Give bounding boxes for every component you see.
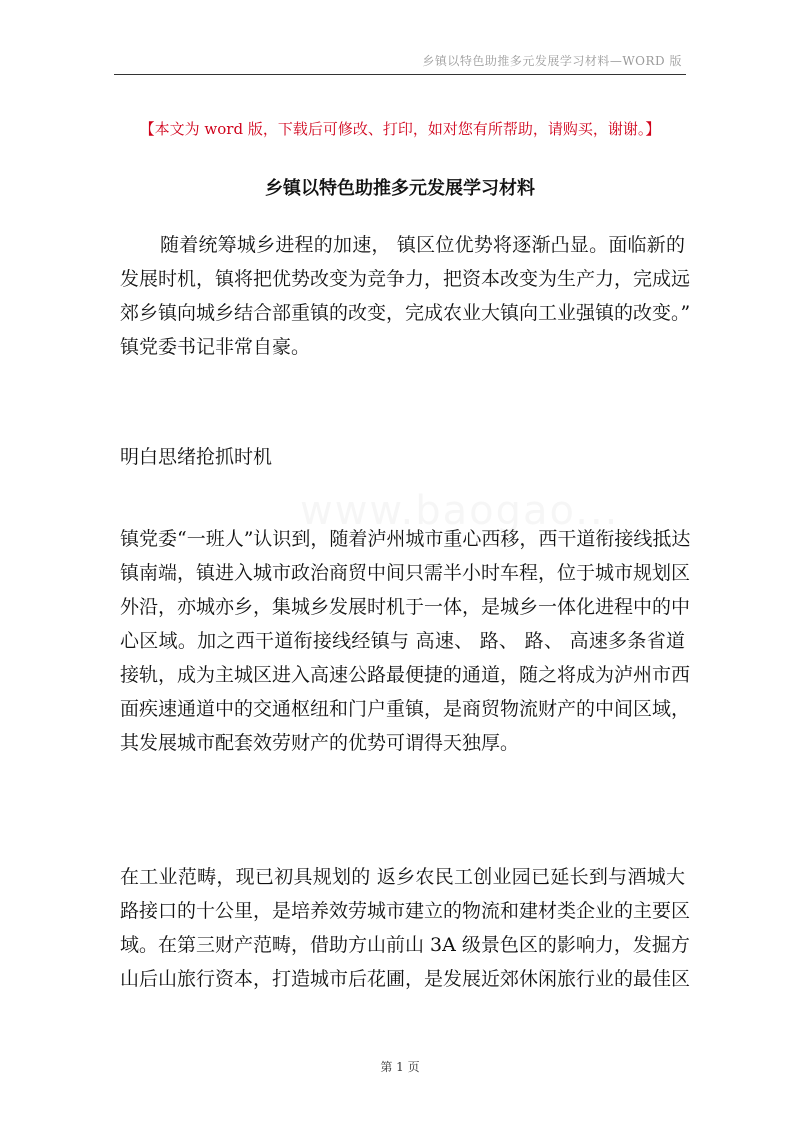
document-title: 乡镇以特色助推多元发展学习材料 (265, 178, 535, 199)
paragraph-2-line: 镇南端，镇进入城市政治商贸中间只需半小时车程，位于城市规划区 (120, 562, 691, 584)
paragraph-1-line: 随着统筹城乡进程的加速， 镇区位优势将逐渐凸显。面临新的 (160, 234, 685, 256)
paragraph-2-line: 心区域。加之西干道衔接线经镇与 高速、 路、 路、 高速多条省道 (120, 630, 685, 652)
paragraph-3-line: 域。在第三财产范畴，借助方山前山 3A 级景色区的影响力，发掘方 (120, 934, 690, 956)
running-header: 乡镇以特色助推多元发展学习材料—WORD 版 (422, 54, 682, 68)
paragraph-2-line: 外沿，亦城亦乡，集城乡发展时机于一体，是城乡一体化进程中的中 (120, 596, 691, 618)
download-notice: 【本文为 word 版，下载后可修改、打印，如对您有所帮助，请购买，谢谢。】 (139, 120, 661, 138)
paragraph-3-line: 山后山旅行资本，打造城市后花圃，是发展近郊休闲旅行业的最佳区 (120, 968, 691, 990)
header-divider (114, 74, 686, 75)
paragraph-2-line: 其发展城市配套效劳财产的优势可谓得天独厚。 (120, 732, 520, 754)
paragraph-2 (120, 522, 691, 760)
paragraph-2-line: 接轨，成为主城区进入高速公路最便捷的通道，随之将成为泸州市西 (120, 664, 691, 686)
paragraph-1 (120, 228, 691, 364)
paragraph-1-line: 发展时机，镇将把优势改变为竞争力，把资本改变为生产力，完成远 (120, 268, 691, 290)
paragraph-1-line: 郊乡镇向城乡结合部重镇的改变，完成农业大镇向工业强镇的改变。” (120, 302, 691, 324)
section-heading-text: 明白思绪抢抓时机 (120, 446, 273, 468)
page-number: 第 1 页 (380, 1060, 420, 1074)
paragraph-1-line: 镇党委书记非常自豪。 (120, 336, 311, 358)
paragraph-2-line: 面疾速通道中的交通枢纽和门户重镇，是商贸物流财产的中间区域， (120, 698, 691, 720)
section-heading (120, 440, 685, 474)
paragraph-2-line: 镇党委“一班人”认识到，随着泸州城市重心西移，西干道衔接线抵达 (120, 528, 691, 550)
paragraph-3-line: 路接口的十公里，是培养效劳城市建立的物流和建材类企业的主要区 (120, 900, 691, 922)
paragraph-3 (120, 860, 691, 996)
watermark: www.baogao... (300, 488, 620, 534)
paragraph-3-line: 在工业范畴，现已初具规划的 返乡农民工创业园已延长到与酒城大 (120, 866, 685, 888)
